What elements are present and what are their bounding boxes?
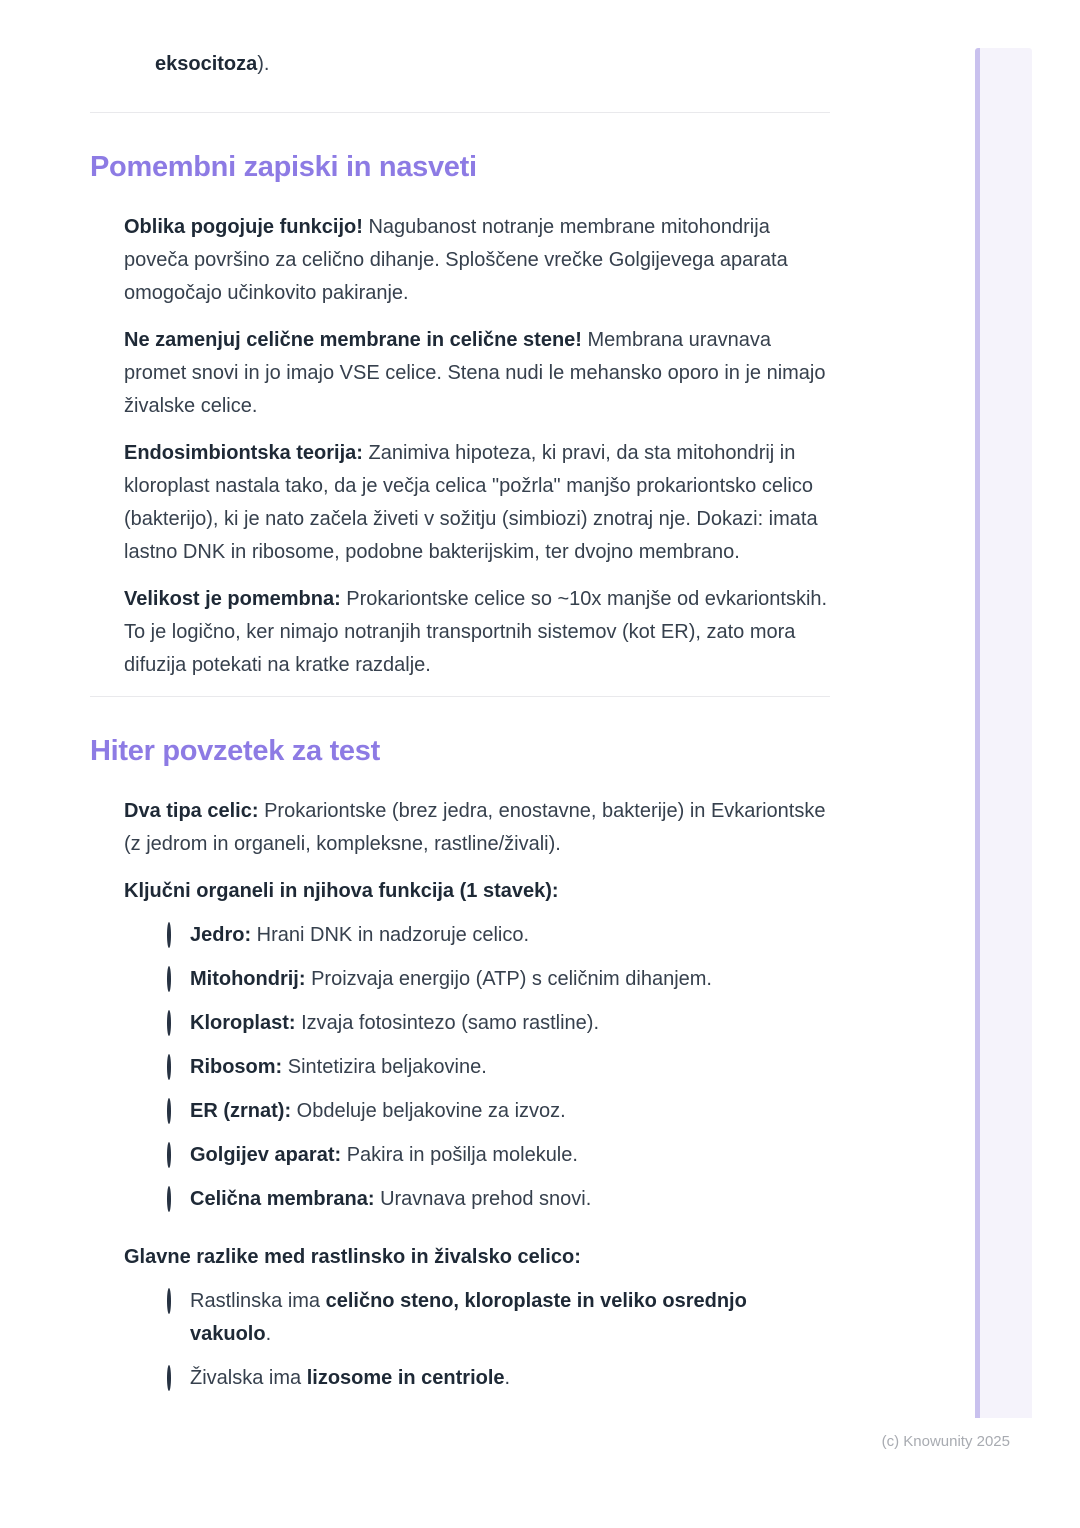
sub-bullet-pre: Živalska ima [190,1367,307,1389]
bullet-marker [90,211,124,310]
sub-bullet-text [190,963,830,996]
sub-bullet-lead: Golgijev aparat: [190,1144,342,1166]
bullet-item [90,324,830,423]
bullet-lead: Oblika pogojuje funkcijo! [124,216,363,238]
bullet-marker [90,583,124,682]
circle-icon [167,1365,171,1391]
sub-bullet-marker [157,1051,190,1084]
sub-bullet-rest: Proizvaja energijo (ATP) s celičnim dihanjem. [305,968,712,990]
sub-bullet-item [157,1007,830,1040]
sub-bullet-lead: ER (zrnat): [190,1100,292,1122]
sub-bullet-marker [157,1095,190,1128]
sub-bullet-lead: Mitohondrij: [190,968,306,990]
sub-bullet-item [157,1362,830,1395]
sub-bullet-text [190,1285,830,1351]
sub-bullet-text [190,1095,830,1128]
sub-bullet-lead: Jedro: [190,924,252,946]
bullet-lead: Endosimbiontska teorija: [124,442,363,464]
bullet-lead-line [124,1241,830,1274]
sub-bullet-marker [157,963,190,996]
bullet-rest: Nagubanost notranje membrane mitohondrija poveča površino za celično dihanje. Sploščene vrečke Golgijevega aparata omogočajo učinkovito pakiranje. [124,216,788,304]
sub-bullet-text [190,919,830,952]
page-edge-decoration [975,48,1032,1418]
bullet-text [124,437,830,569]
bullet-marker [90,795,124,861]
sub-bullet-list [157,1285,830,1395]
sub-bullet-pre: Rastlinska ima [190,1290,326,1312]
circle-icon [167,1142,171,1168]
bullet-item [90,437,830,569]
bullet-list-notes [90,211,830,682]
sub-bullet-marker [157,1139,190,1172]
continuation-rest: ). [257,53,270,75]
sub-bullet-text [190,1051,830,1084]
sub-bullet-list [157,919,830,1216]
sub-bullet-text [190,1362,830,1395]
bullet-marker [90,1241,124,1406]
sub-bullet-rest: Uravnava prehod snovi. [374,1188,592,1210]
sub-bullet-bold: lizosome in centriole [306,1367,505,1389]
sub-bullet-post: . [504,1367,511,1389]
sub-bullet-marker [157,1007,190,1040]
continuation-bold: eksocitoza [155,53,258,75]
bullet-marker [90,437,124,569]
sub-bullet-text [190,1139,830,1172]
circle-icon [167,1010,171,1036]
bullet-marker [90,875,124,1227]
bullet-item [90,583,830,682]
section-divider [90,696,830,697]
circle-icon [167,1288,171,1314]
section-title-notes: Pomembni zapiski in nasveti [90,151,477,183]
sub-bullet-item [157,1285,830,1351]
circle-icon [167,1186,171,1212]
bullet-lead: Velikost je pomembna: [124,588,341,610]
sub-bullet-lead: Celična membrana: [190,1188,375,1210]
bullet-rest: Prokariontske celice so ~10x manjše od evkariontskih. To je logično, ker nimajo notranjih transportnih sistemov (kot ER), zato mora difuzija potekati na kratke razdalje. [124,588,828,676]
sub-bullet-text [190,1183,830,1216]
sub-bullet-marker [157,1183,190,1216]
sub-bullet-rest: Obdeluje beljakovine za izvoz. [291,1100,566,1122]
bullet-lead: Dva tipa celic: [124,800,259,822]
bullet-item [90,211,830,310]
sub-bullet-item [157,963,830,996]
sub-bullet-rest: Hrani DNK in nadzoruje celico. [251,924,530,946]
sub-bullet-item [157,1183,830,1216]
bullet-rest: Zanimiva hipoteza, ki pravi, da sta mitohondrij in kloroplast nastala tako, da je večja celica "požrla" manjšo prokariontsko celico (bakterijo), ki je nato začela živeti v sožitju (simbiozi) znotraj nje. Dokazi: imata lastno DNK in ribosome, podobne bakterijskim, ter dvojno membrano. [124,442,818,563]
bullet-rest: Membrana uravnava promet snovi in jo imajo VSE celice. Stena nudi le mehansko oporo in je nimajo živalske celice. [124,329,826,417]
sub-bullet-item [157,1139,830,1172]
sub-bullet-bold: celično steno, kloroplaste in veliko osrednjo vakuolo [190,1290,747,1345]
bullet-item [90,1241,830,1406]
sub-bullet-lead: Ribosom: [190,1056,283,1078]
bullet-marker [90,324,124,423]
bullet-item [90,875,830,1227]
sub-bullet-marker [157,919,190,952]
bullet-lead: Ne zamenjuj celične membrane in celične stene! [124,329,582,351]
section-title-summary: Hiter povzetek za test [90,735,380,767]
sub-bullet-item [157,1095,830,1128]
sub-bullet-post: . [265,1323,272,1345]
circle-icon [167,922,171,948]
sub-bullet-item [157,919,830,952]
sub-bullet-rest: Izvaja fotosintezo (samo rastline). [295,1012,600,1034]
footer-credit: (c) Knowunity 2025 [881,1433,1010,1450]
bullet-lead-line [124,875,830,908]
bullet-text [124,583,830,682]
bullet-list-summary [90,795,830,1406]
bullet-item [90,795,830,861]
circle-icon [167,1098,171,1124]
bullet-text [124,324,830,423]
bullet-lead: Glavne razlike med rastlinsko in živalsko celico: [124,1246,581,1268]
sub-bullet-marker [157,1362,190,1395]
bullet-lead: Ključni organeli in njihova funkcija (1 stavek): [124,880,559,902]
sub-bullet-text [190,1007,830,1040]
sub-bullet-item [157,1051,830,1084]
bullet-text [124,795,830,861]
circle-icon [167,966,171,992]
circle-icon [167,1054,171,1080]
continuation-text [155,50,830,78]
sub-bullet-marker [157,1285,190,1351]
section-divider [90,112,830,113]
sub-bullet-rest: Pakira in pošilja molekule. [341,1144,578,1166]
sub-bullet-rest: Sintetizira beljakovine. [282,1056,487,1078]
bullet-text [124,211,830,310]
sub-bullet-lead: Kloroplast: [190,1012,296,1034]
bullet-text [124,1241,830,1406]
document-content [90,0,830,1420]
bullet-text [124,875,830,1227]
bullet-rest: Prokariontske (brez jedra, enostavne, bakterije) in Evkariontske (z jedrom in organeli, kompleksne, rastline/živali). [124,800,826,855]
